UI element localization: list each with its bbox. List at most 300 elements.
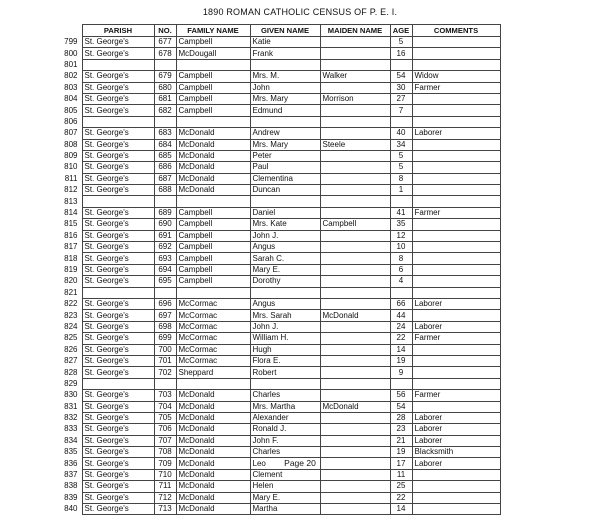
- row-number: 826: [64, 344, 78, 354]
- given-name-cell: Mrs. Mary: [250, 93, 320, 104]
- age-cell: 8: [390, 253, 412, 264]
- number-cell: 702: [154, 367, 176, 378]
- family-name-cell: McDonald: [176, 481, 250, 492]
- comments-cell: Laborer: [412, 321, 500, 332]
- age-cell: 16: [390, 48, 412, 59]
- given-name-cell: Charles: [250, 390, 320, 401]
- number-cell: 712: [154, 492, 176, 503]
- table-row: [52, 253, 500, 264]
- number-cell: 685: [154, 150, 176, 161]
- table-row: [52, 196, 500, 207]
- comments-cell: [412, 481, 500, 492]
- row-number: 816: [64, 230, 78, 240]
- maiden-name-cell: Morrison: [320, 93, 390, 104]
- maiden-name-cell: [320, 469, 390, 480]
- given-name-cell: Clementina: [250, 173, 320, 184]
- given-name-cell: Peter: [250, 150, 320, 161]
- family-name-cell: Campbell: [176, 207, 250, 218]
- parish-cell: St. George's: [82, 333, 154, 344]
- maiden-name-cell: [320, 378, 390, 389]
- age-cell: 25: [390, 481, 412, 492]
- table-row: [52, 82, 500, 93]
- table-row: [52, 219, 500, 230]
- comments-cell: [412, 162, 500, 173]
- family-name-cell: McCormac: [176, 310, 250, 321]
- header-row: [52, 25, 500, 37]
- parish-cell: St. George's: [82, 344, 154, 355]
- parish-header: PARISH: [82, 25, 154, 37]
- age-cell: 19: [390, 447, 412, 458]
- number-cell: [154, 59, 176, 70]
- table-row: [52, 59, 500, 70]
- family-name-cell: Campbell: [176, 253, 250, 264]
- comments-cell: [412, 344, 500, 355]
- given-name-cell: Ronald J.: [250, 424, 320, 435]
- table-row: [52, 185, 500, 196]
- given-name-cell: William H.: [250, 333, 320, 344]
- parish-cell: St. George's: [82, 230, 154, 241]
- family-name-cell: Campbell: [176, 93, 250, 104]
- number-cell: 703: [154, 390, 176, 401]
- family-name-cell: McDonald: [176, 401, 250, 412]
- maiden-name-cell: [320, 82, 390, 93]
- maiden-name-cell: [320, 276, 390, 287]
- table-row: [52, 287, 500, 298]
- row-number: 813: [64, 196, 78, 206]
- comments-cell: [412, 173, 500, 184]
- number-cell: 689: [154, 207, 176, 218]
- row-number: 811: [64, 173, 78, 183]
- parish-cell: St. George's: [82, 185, 154, 196]
- given-name-cell: Daniel: [250, 207, 320, 218]
- age-cell: 22: [390, 492, 412, 503]
- number-cell: 707: [154, 435, 176, 446]
- family-name-cell: McDonald: [176, 412, 250, 423]
- row-number: 808: [64, 139, 78, 149]
- comments-cell: [412, 139, 500, 150]
- number-cell: [154, 116, 176, 127]
- maiden-name-cell: [320, 207, 390, 218]
- given-name-cell: Angus: [250, 242, 320, 253]
- maiden-name-cell: [320, 492, 390, 503]
- family-name-cell: McDonald: [176, 458, 250, 469]
- given-name-cell: John J.: [250, 230, 320, 241]
- given-name-cell: Mrs. Sarah: [250, 310, 320, 321]
- family-name-cell: Campbell: [176, 276, 250, 287]
- age-cell: 5: [390, 37, 412, 48]
- comments-cell: [412, 264, 500, 275]
- row-number: 820: [64, 276, 78, 286]
- row-number: 806: [64, 116, 78, 126]
- maiden-name-cell: [320, 298, 390, 309]
- comments-cell: [412, 116, 500, 127]
- comments-cell: [412, 59, 500, 70]
- number-cell: 695: [154, 276, 176, 287]
- number-cell: 681: [154, 93, 176, 104]
- given-name-cell: Alexander: [250, 412, 320, 423]
- given-name-cell: Leo: [250, 458, 320, 469]
- maiden-name-cell: [320, 333, 390, 344]
- family-name-cell: Campbell: [176, 71, 250, 82]
- row-number: 821: [64, 287, 78, 297]
- comments-cell: [412, 105, 500, 116]
- age-cell: [390, 59, 412, 70]
- comments-cell: [412, 378, 500, 389]
- table-row: [52, 310, 500, 321]
- age-cell: 14: [390, 344, 412, 355]
- given-name-cell: [250, 116, 320, 127]
- family-name-cell: McDonald: [176, 173, 250, 184]
- table-row: [52, 321, 500, 332]
- age-cell: 7: [390, 105, 412, 116]
- table-row: [52, 447, 500, 458]
- parish-cell: St. George's: [82, 242, 154, 253]
- given-name-cell: Dorothy: [250, 276, 320, 287]
- table-row: [52, 435, 500, 446]
- parish-cell: [82, 196, 154, 207]
- family-name-cell: Campbell: [176, 264, 250, 275]
- maiden-name-cell: [320, 128, 390, 139]
- maiden-name-cell: [320, 504, 390, 515]
- given-name-cell: Helen: [250, 481, 320, 492]
- comments-cell: Laborer: [412, 298, 500, 309]
- comments-cell: [412, 230, 500, 241]
- number-header: NO.: [154, 25, 176, 37]
- family-name-cell: McDonald: [176, 435, 250, 446]
- parish-cell: [82, 287, 154, 298]
- table-row: [52, 48, 500, 59]
- number-cell: 694: [154, 264, 176, 275]
- age-cell: 12: [390, 230, 412, 241]
- comments-cell: [412, 93, 500, 104]
- row-number: 829: [64, 378, 78, 388]
- table-row: [52, 504, 500, 515]
- comments-cell: [412, 469, 500, 480]
- parish-cell: St. George's: [82, 310, 154, 321]
- number-cell: 678: [154, 48, 176, 59]
- number-cell: 688: [154, 185, 176, 196]
- row-number: 835: [64, 447, 78, 457]
- given-name-cell: Mary E.: [250, 492, 320, 503]
- family-name-cell: McDonald: [176, 150, 250, 161]
- family-name-cell: Campbell: [176, 219, 250, 230]
- age-cell: 23: [390, 424, 412, 435]
- age-cell: 6: [390, 264, 412, 275]
- number-cell: 697: [154, 310, 176, 321]
- table-row: [52, 37, 500, 48]
- maiden-name-cell: [320, 424, 390, 435]
- age-cell: 14: [390, 504, 412, 515]
- page-number: Page 20: [284, 458, 316, 468]
- comments-cell: [412, 150, 500, 161]
- age-cell: 17: [390, 458, 412, 469]
- age-cell: [390, 116, 412, 127]
- comments-cell: Blacksmith: [412, 447, 500, 458]
- maiden-name-cell: [320, 116, 390, 127]
- table-row: [52, 367, 500, 378]
- parish-cell: St. George's: [82, 412, 154, 423]
- row-number: 831: [64, 401, 78, 411]
- row-number: 803: [64, 82, 78, 92]
- census-table: [52, 24, 501, 515]
- maiden-name-cell: [320, 150, 390, 161]
- age-cell: 66: [390, 298, 412, 309]
- maiden-name-cell: [320, 185, 390, 196]
- family-name-cell: McDonald: [176, 185, 250, 196]
- parish-cell: St. George's: [82, 367, 154, 378]
- age-cell: 4: [390, 276, 412, 287]
- table-row: [52, 242, 500, 253]
- comments-cell: [412, 504, 500, 515]
- row-number: 823: [64, 310, 78, 320]
- number-cell: 696: [154, 298, 176, 309]
- number-cell: 706: [154, 424, 176, 435]
- number-cell: 691: [154, 230, 176, 241]
- given-name-cell: Mrs. Martha: [250, 401, 320, 412]
- family-name-cell: Campbell: [176, 82, 250, 93]
- family-name-cell: McDonald: [176, 162, 250, 173]
- given-name-cell: Katie: [250, 37, 320, 48]
- row-number: 801: [64, 59, 78, 69]
- table-row: [52, 128, 500, 139]
- maiden-name-cell: [320, 264, 390, 275]
- family-name-cell: [176, 196, 250, 207]
- comments-cell: [412, 253, 500, 264]
- age-cell: [390, 287, 412, 298]
- maiden-name-cell: [320, 242, 390, 253]
- family-name-cell: McDonald: [176, 424, 250, 435]
- parish-cell: St. George's: [82, 162, 154, 173]
- table-row: [52, 150, 500, 161]
- row-number: 807: [64, 128, 78, 138]
- age-cell: 9: [390, 367, 412, 378]
- number-cell: 704: [154, 401, 176, 412]
- age-cell: 21: [390, 435, 412, 446]
- comments-cell: Widow: [412, 71, 500, 82]
- maiden-name-cell: [320, 344, 390, 355]
- parish-cell: St. George's: [82, 253, 154, 264]
- row-number: 827: [64, 356, 78, 366]
- parish-cell: St. George's: [82, 264, 154, 275]
- table-row: [52, 298, 500, 309]
- age-cell: 56: [390, 390, 412, 401]
- row-number: 805: [64, 105, 78, 115]
- number-cell: 700: [154, 344, 176, 355]
- parish-cell: St. George's: [82, 207, 154, 218]
- comments-cell: [412, 242, 500, 253]
- maiden-name-cell: [320, 367, 390, 378]
- parish-cell: St. George's: [82, 128, 154, 139]
- age-cell: 54: [390, 401, 412, 412]
- maiden-name-cell: Steele: [320, 139, 390, 150]
- row-number: 818: [64, 253, 78, 263]
- number-cell: 684: [154, 139, 176, 150]
- family-name-cell: [176, 116, 250, 127]
- parish-cell: St. George's: [82, 504, 154, 515]
- row-number: 809: [64, 151, 78, 161]
- maiden-name-cell: Walker: [320, 71, 390, 82]
- comments-cell: Farmer: [412, 333, 500, 344]
- number-cell: 701: [154, 355, 176, 366]
- number-cell: 693: [154, 253, 176, 264]
- comments-cell: Farmer: [412, 82, 500, 93]
- family-name-cell: McDonald: [176, 447, 250, 458]
- age-cell: 5: [390, 162, 412, 173]
- comments-cell: [412, 310, 500, 321]
- comments-cell: [412, 185, 500, 196]
- parish-cell: St. George's: [82, 390, 154, 401]
- parish-cell: [82, 116, 154, 127]
- row-number: 833: [64, 424, 78, 434]
- age-cell: 44: [390, 310, 412, 321]
- maiden-name-header: MAIDEN NAME: [320, 25, 390, 37]
- page-title: 1890 ROMAN CATHOLIC CENSUS OF P. E. I.: [202, 7, 398, 17]
- row-number: 822: [64, 299, 78, 309]
- row-number: 817: [64, 242, 78, 252]
- table-row: [52, 230, 500, 241]
- number-cell: [154, 196, 176, 207]
- comments-cell: [412, 276, 500, 287]
- family-name-cell: McCormac: [176, 344, 250, 355]
- table-row: [52, 139, 500, 150]
- row-number: 825: [64, 333, 78, 343]
- family-name-cell: McCormac: [176, 355, 250, 366]
- age-cell: 24: [390, 321, 412, 332]
- maiden-name-cell: [320, 105, 390, 116]
- family-name-cell: McDonald: [176, 469, 250, 480]
- age-header: AGE: [390, 25, 412, 37]
- number-cell: 680: [154, 82, 176, 93]
- row-number: 840: [64, 504, 78, 514]
- comments-cell: Laborer: [412, 424, 500, 435]
- age-cell: [390, 378, 412, 389]
- comments-cell: Laborer: [412, 412, 500, 423]
- maiden-name-cell: [320, 481, 390, 492]
- maiden-name-cell: [320, 59, 390, 70]
- given-name-cell: Mrs. M.: [250, 71, 320, 82]
- table-row: [52, 162, 500, 173]
- maiden-name-cell: [320, 196, 390, 207]
- table-row: [52, 344, 500, 355]
- row-number: 830: [64, 390, 78, 400]
- number-cell: 677: [154, 37, 176, 48]
- family-name-cell: Campbell: [176, 37, 250, 48]
- age-cell: 19: [390, 355, 412, 366]
- table-row: [52, 355, 500, 366]
- age-cell: 22: [390, 333, 412, 344]
- parish-cell: St. George's: [82, 458, 154, 469]
- given-name-cell: John J.: [250, 321, 320, 332]
- table-row: [52, 264, 500, 275]
- parish-cell: St. George's: [82, 82, 154, 93]
- census-body: [52, 37, 500, 515]
- parish-cell: St. George's: [82, 37, 154, 48]
- parish-cell: St. George's: [82, 401, 154, 412]
- family-name-cell: Sheppard: [176, 367, 250, 378]
- parish-cell: St. George's: [82, 298, 154, 309]
- family-name-header: FAMILY NAME: [176, 25, 250, 37]
- comments-cell: [412, 48, 500, 59]
- given-name-cell: Flora E.: [250, 355, 320, 366]
- age-cell: 10: [390, 242, 412, 253]
- table-row: [52, 390, 500, 401]
- parish-cell: St. George's: [82, 447, 154, 458]
- parish-cell: St. George's: [82, 492, 154, 503]
- family-name-cell: McCormac: [176, 333, 250, 344]
- parish-cell: St. George's: [82, 93, 154, 104]
- maiden-name-cell: [320, 321, 390, 332]
- row-number: 812: [64, 185, 78, 195]
- comments-cell: [412, 492, 500, 503]
- row-number: 804: [64, 94, 78, 104]
- maiden-name-cell: [320, 447, 390, 458]
- parish-cell: St. George's: [82, 105, 154, 116]
- number-cell: 683: [154, 128, 176, 139]
- given-name-cell: Martha: [250, 504, 320, 515]
- family-name-cell: [176, 59, 250, 70]
- comments-cell: Laborer: [412, 128, 500, 139]
- table-row: [52, 71, 500, 82]
- parish-cell: St. George's: [82, 150, 154, 161]
- parish-cell: St. George's: [82, 435, 154, 446]
- age-cell: 1: [390, 185, 412, 196]
- given-name-cell: Hugh: [250, 344, 320, 355]
- parish-cell: [82, 378, 154, 389]
- parish-cell: St. George's: [82, 48, 154, 59]
- age-cell: 11: [390, 469, 412, 480]
- number-cell: 711: [154, 481, 176, 492]
- table-row: [52, 207, 500, 218]
- age-cell: 35: [390, 219, 412, 230]
- parish-cell: St. George's: [82, 139, 154, 150]
- given-name-cell: Duncan: [250, 185, 320, 196]
- row-number: 819: [64, 265, 78, 274]
- age-cell: 5: [390, 150, 412, 161]
- number-cell: 709: [154, 458, 176, 469]
- maiden-name-cell: [320, 435, 390, 446]
- parish-cell: St. George's: [82, 173, 154, 184]
- maiden-name-cell: [320, 162, 390, 173]
- number-cell: 686: [154, 162, 176, 173]
- table-row: [52, 116, 500, 127]
- age-cell: 27: [390, 93, 412, 104]
- table-row: [52, 424, 500, 435]
- table-row: [52, 93, 500, 104]
- maiden-name-cell: Campbell: [320, 219, 390, 230]
- comments-cell: [412, 355, 500, 366]
- number-cell: [154, 378, 176, 389]
- comments-cell: [412, 219, 500, 230]
- age-cell: 8: [390, 173, 412, 184]
- given-name-cell: Edmund: [250, 105, 320, 116]
- family-name-cell: McDonald: [176, 128, 250, 139]
- given-name-cell: Frank: [250, 48, 320, 59]
- comments-cell: [412, 367, 500, 378]
- given-name-cell: Mrs. Kate: [250, 219, 320, 230]
- parish-cell: St. George's: [82, 321, 154, 332]
- number-cell: 699: [154, 333, 176, 344]
- family-name-cell: [176, 378, 250, 389]
- family-name-cell: McDougall: [176, 48, 250, 59]
- row-number: 834: [64, 435, 78, 445]
- number-cell: 690: [154, 219, 176, 230]
- given-name-cell: Mrs. Mary: [250, 139, 320, 150]
- parish-cell: St. George's: [82, 355, 154, 366]
- maiden-name-cell: [320, 412, 390, 423]
- given-name-cell: [250, 287, 320, 298]
- family-name-cell: Campbell: [176, 242, 250, 253]
- row-number: 800: [64, 48, 78, 58]
